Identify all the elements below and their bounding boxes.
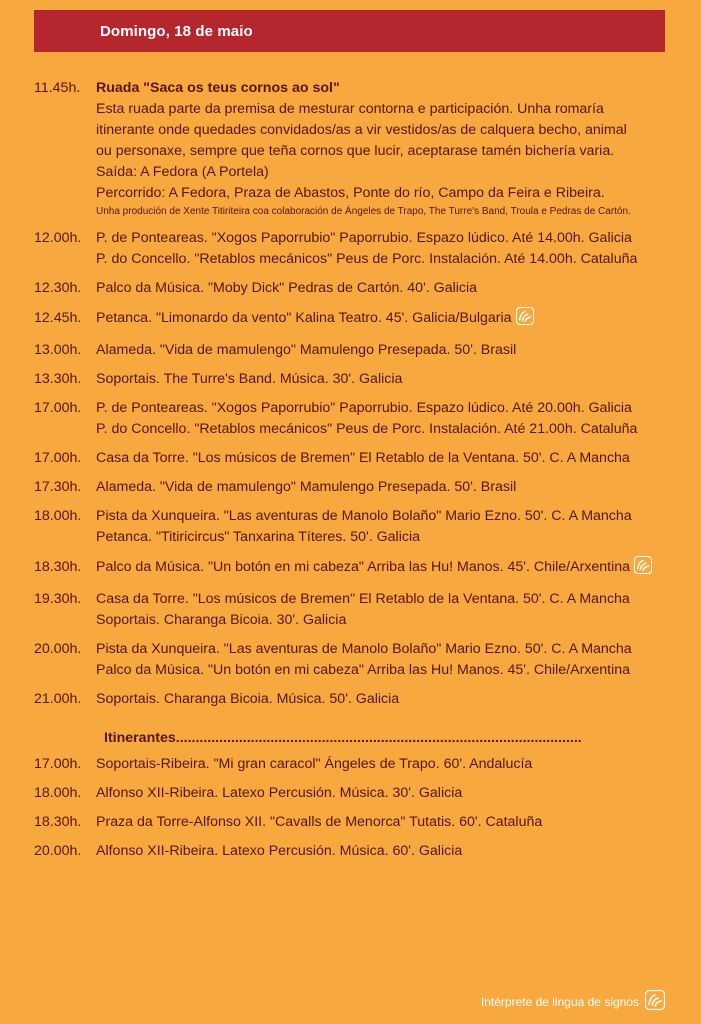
itinerantes-title: Itinerantes....................................................................................................... <box>104 730 582 746</box>
schedule <box>34 78 694 870</box>
event-entry <box>34 589 694 631</box>
event-time: 21.00h. <box>34 691 82 707</box>
footer-label: Intérprete de lingua de signos <box>480 994 639 1009</box>
event-detail: P. de Ponteareas. "Xogos Paporrubio" Paporrubio. Espazo lúdico. Até 14.00h. Galicia <box>96 230 632 246</box>
event-entry <box>34 340 694 361</box>
event-time: 17.00h. <box>34 400 82 416</box>
event-time: 20.00h. <box>34 641 82 657</box>
event-entry <box>34 228 694 270</box>
event-detail: Soportais. The Turre's Band. Música. 30'. Galicia <box>96 371 403 387</box>
event-entry <box>34 307 694 332</box>
event-time: 11.45h. <box>34 80 81 96</box>
event-detail: Soportais. Charanga Bicoia. 30'. Galicia <box>96 612 347 628</box>
event-entry <box>34 477 694 498</box>
event-entry <box>34 448 694 469</box>
ruada-percorrido: Percorrido: A Fedora, Praza de Abastos, Ponte do río, Campo da Feira e Ribeira. <box>96 185 605 201</box>
event-time: 18.00h. <box>34 785 82 801</box>
event-entry <box>34 639 694 681</box>
event-entry <box>34 689 694 710</box>
event-detail: Alfonso XII-Ribeira. Latexo Percusión. Música. 30'. Galicia <box>96 785 463 801</box>
ruada-desc-line: ou personaxe, sempre que teña cornos que lucir, aceptarase tamén bichería varia. <box>96 143 615 159</box>
event-detail: P. do Concello. "Retablos mecánicos" Peus de Porc. Instalación. Até 21.00h. Cataluña <box>96 421 638 437</box>
event-entry <box>34 841 694 862</box>
event-detail: Alfonso XII-Ribeira. Latexo Percusión. Música. 60'. Galicia <box>96 843 463 859</box>
event-detail: Praza da Torre-Alfonso XII. "Cavalls de Menorca" Tutatis. 60'. Cataluña <box>96 814 543 830</box>
event-entry <box>34 754 694 775</box>
ruada-saida: Saída: A Fedora (A Portela) <box>96 164 269 180</box>
ruada-credit: Unha produción de Xente Titiriteira coa colaboración de Ángeles de Trapo, The Turre's Band, Troula e Pedras de Cartón. <box>96 206 631 217</box>
event-entry <box>34 506 694 548</box>
event-detail: Soportais-Ribeira. "Mi gran caracol" Ángeles de Trapo. 60'. Andalucía <box>96 756 533 772</box>
event-time: 18.00h. <box>34 508 82 524</box>
ruada-desc-line: itinerante onde quedades convidados/as a vir vestidos/as de calquera becho, animal <box>96 122 627 138</box>
event-entry <box>34 783 694 804</box>
event-time: 17.00h. <box>34 756 82 772</box>
event-detail: Petanca. "Titiricircus" Tanxarina Títeres. 50'. Galicia <box>96 529 420 545</box>
ruada-desc-line: Esta ruada parte da premisa de mesturar contorna e participación. Unha romaría <box>96 101 604 117</box>
date-header <box>34 10 665 52</box>
ruada-entry <box>34 78 694 220</box>
event-detail: P. do Concello. "Retablos mecánicos" Peus de Porc. Instalación. Até 14.00h. Cataluña <box>96 251 638 267</box>
event-detail: Pista da Xunqueira. "Las aventuras de Manolo Bolaño" Mario Ezno. 50'. C. A Mancha <box>96 641 632 657</box>
event-entry <box>34 369 694 390</box>
footer-legend <box>481 990 665 1013</box>
event-time: 12.00h. <box>34 230 82 246</box>
event-time: 19.30h. <box>34 591 82 607</box>
date-title: Domingo, 18 de maio <box>100 22 253 40</box>
sign-language-icon <box>634 556 652 581</box>
event-detail: Petanca. "Limonardo da vento" Kalina Teatro. 45'. Galicia/Bulgaria <box>96 310 512 326</box>
event-time: 12.45h. <box>34 310 82 326</box>
event-detail: Casa da Torre. "Los músicos de Bremen" El Retablo de la Ventana. 50'. C. A Mancha <box>96 591 630 607</box>
event-detail: Soportais. Charanga Bicoia. Música. 50'. Galicia <box>96 691 400 707</box>
event-detail: Alameda. "Vida de mamulengo" Mamulengo Presepada. 50'. Brasil <box>96 342 517 358</box>
event-time: 13.00h. <box>34 342 82 358</box>
event-detail: Palco da Música. "Un botón en mi cabeza" Arriba las Hu! Manos. 45'. Chile/Arxentina <box>96 662 631 678</box>
event-time: 13.30h. <box>34 371 82 387</box>
event-entry <box>34 812 694 833</box>
event-entry <box>34 278 694 299</box>
event-detail: Casa da Torre. "Los músicos de Bremen" El Retablo de la Ventana. 50'. C. A Mancha <box>96 450 630 466</box>
event-detail: Palco da Música. "Moby Dick" Pedras de Cartón. 40'. Galicia <box>96 280 478 296</box>
event-list <box>34 228 694 710</box>
event-time: 12.30h. <box>34 280 82 296</box>
event-detail: Pista da Xunqueira. "Las aventuras de Manolo Bolaño" Mario Ezno. 50'. C. A Mancha <box>96 508 632 524</box>
itinerantes-list <box>34 754 694 862</box>
event-detail: Alameda. "Vida de mamulengo" Mamulengo Presepada. 50'. Brasil <box>96 479 517 495</box>
event-time: 18.30h. <box>34 814 82 830</box>
event-entry <box>34 556 694 581</box>
event-time: 17.30h. <box>34 479 82 495</box>
event-time: 20.00h. <box>34 843 82 859</box>
event-time: 17.00h. <box>34 450 82 466</box>
event-entry <box>34 398 694 440</box>
event-detail: Palco da Música. "Un botón en mi cabeza" Arriba las Hu! Manos. 45'. Chile/Arxentina <box>96 559 631 575</box>
sign-language-icon <box>516 307 534 332</box>
event-detail: P. de Ponteareas. "Xogos Paporrubio" Paporrubio. Espazo lúdico. Até 20.00h. Galicia <box>96 400 632 416</box>
ruada-title: Ruada "Saca os teus cornos ao sol" <box>96 80 340 96</box>
event-time: 18.30h. <box>34 559 82 575</box>
sign-language-icon <box>645 990 665 1013</box>
